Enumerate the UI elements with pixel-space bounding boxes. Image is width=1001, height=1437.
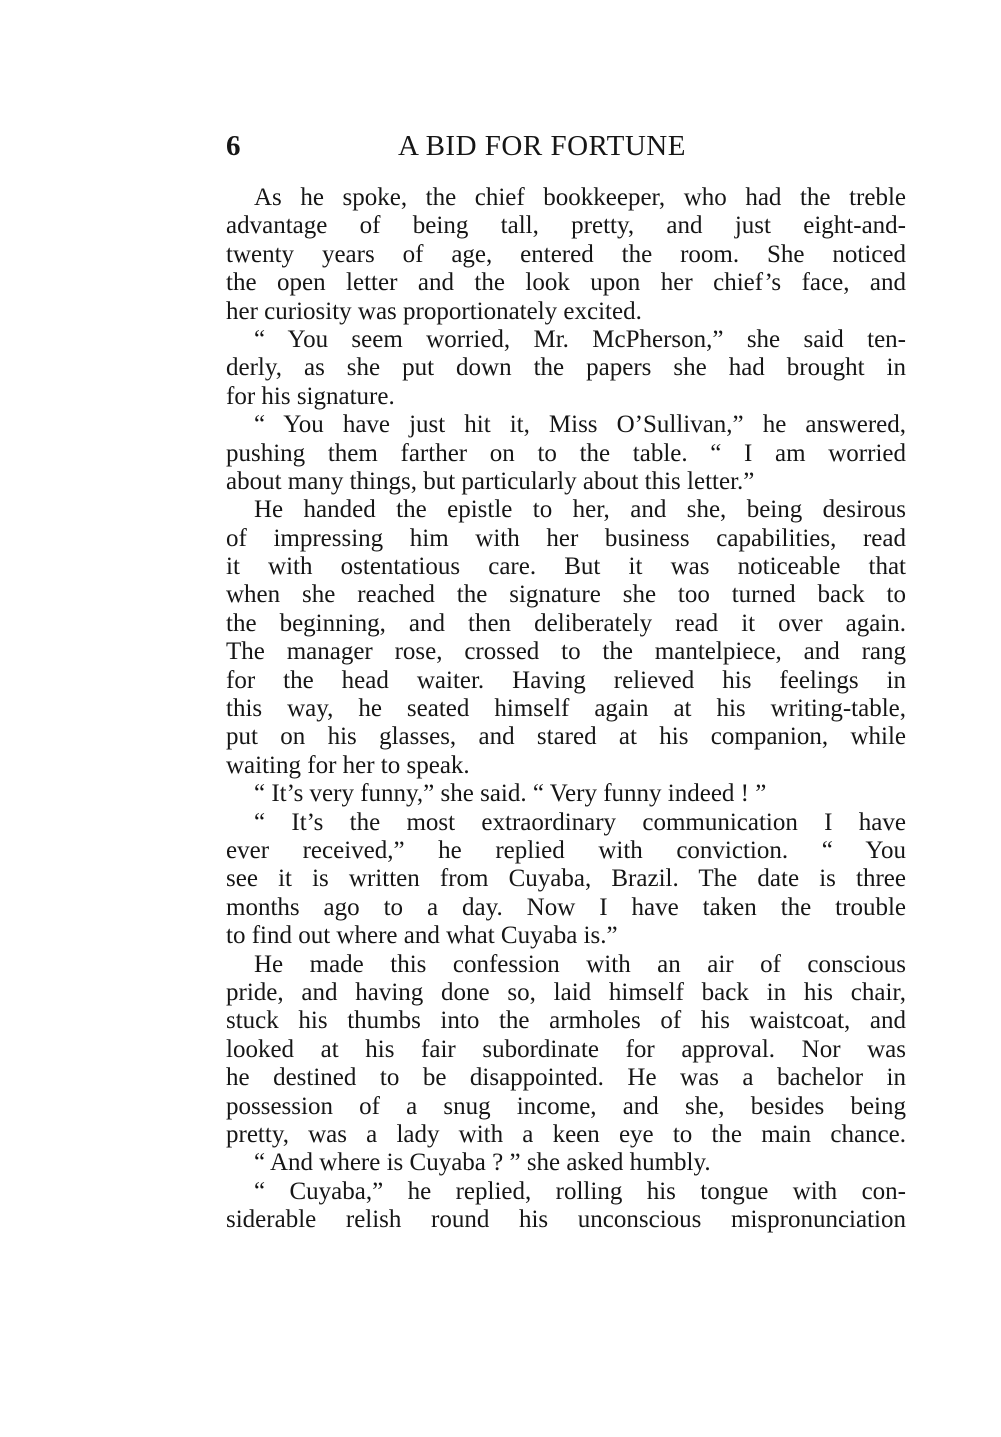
text-line: “ You seem worried, Mr. McPherson,” she said ten- bbox=[254, 325, 906, 353]
text-line: He made this confession with an air of conscious bbox=[254, 950, 906, 978]
text-line: he destined to be disappointed. He was a bachelor in bbox=[226, 1064, 906, 1092]
text-line: of impressing him with her business capabilities, read bbox=[226, 524, 906, 552]
text-line: The manager rose, crossed to the mantelpiece, and rang bbox=[226, 638, 906, 666]
text-line: possession of a snug income, and she, besides being bbox=[226, 1092, 906, 1120]
text-line: the open letter and the look upon her chief’s face, and bbox=[226, 269, 906, 297]
text-line: derly, as she put down the papers she had brought in bbox=[226, 354, 906, 382]
text-line: pushing them farther on to the table. “ I am worried bbox=[226, 439, 906, 467]
text-line: looked at his fair subordinate for approval. Nor was bbox=[226, 1035, 906, 1063]
text-line: ever received,” he replied with conviction. “ You bbox=[226, 836, 906, 864]
text-line: pretty, was a lady with a keen eye to the main chance. bbox=[226, 1120, 906, 1148]
text-line: “ You have just hit it, Miss O’Sullivan,” he answered, bbox=[254, 411, 906, 439]
text-line: “ And where is Cuyaba ? ” she asked humbly. bbox=[254, 1149, 711, 1177]
text-line: this way, he seated himself again at his writing-table, bbox=[226, 695, 906, 723]
text-line: waiting for her to speak. bbox=[226, 751, 470, 779]
body-text bbox=[226, 184, 906, 1234]
running-title: A BID FOR FORTUNE bbox=[398, 130, 686, 162]
text-line: her curiosity was proportionately excited. bbox=[226, 297, 642, 325]
text-line: it with ostentatious care. But it was noticeable that bbox=[226, 553, 906, 581]
text-line: the beginning, and then deliberately read it over again. bbox=[226, 609, 906, 637]
text-line: to find out where and what Cuyaba is.” bbox=[226, 922, 618, 950]
page-number: 6 bbox=[226, 130, 241, 162]
text-line: put on his glasses, and stared at his companion, while bbox=[226, 723, 906, 751]
text-line: months ago to a day. Now I have taken the trouble bbox=[226, 893, 906, 921]
text-line: stuck his thumbs into the armholes of his waistcoat, and bbox=[226, 1007, 906, 1035]
text-line: “ Cuyaba,” he replied, rolling his tongue with con- bbox=[254, 1177, 906, 1205]
text-line: advantage of being tall, pretty, and just eight-and- bbox=[226, 212, 906, 240]
text-line: He handed the epistle to her, and she, being desirous bbox=[254, 496, 906, 524]
text-line: for the head waiter. Having relieved his feelings in bbox=[226, 666, 906, 694]
page-header bbox=[226, 126, 906, 166]
text-line: “ It’s the most extraordinary communication I have bbox=[254, 808, 906, 836]
text-line: As he spoke, the chief bookkeeper, who had the treble bbox=[254, 184, 906, 211]
text-line: for his signature. bbox=[226, 382, 395, 410]
text-line: when she reached the signature she too turned back to bbox=[226, 581, 906, 609]
text-line: twenty years of age, entered the room. She noticed bbox=[226, 240, 906, 268]
text-line: “ It’s very funny,” she said. “ Very funny indeed ! ” bbox=[254, 780, 767, 808]
text-line: about many things, but particularly about this letter.” bbox=[226, 467, 755, 495]
text-line: pride, and having done so, laid himself back in his chair, bbox=[226, 978, 906, 1006]
text-line: see it is written from Cuyaba, Brazil. The date is three bbox=[226, 865, 906, 893]
text-line: siderable relish round his unconscious mispronunciation bbox=[226, 1206, 906, 1234]
